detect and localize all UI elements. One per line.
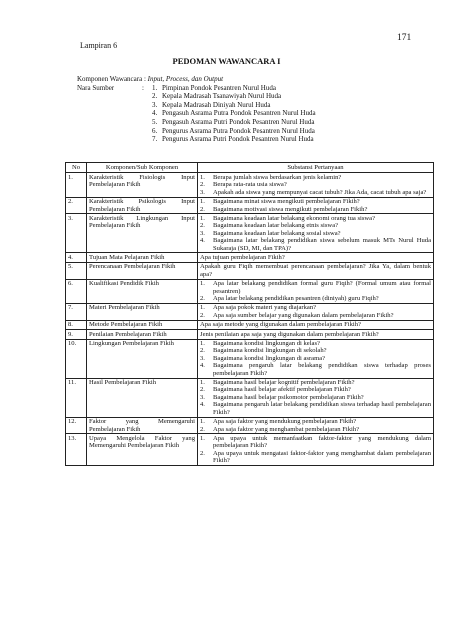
row-questions	[198, 197, 434, 214]
question-item	[200, 450, 431, 465]
interview-table	[65, 162, 434, 466]
row-number: 4.	[66, 253, 87, 262]
question-number: 2.	[200, 181, 205, 189]
row-component: Karakteristik Fisiologis Input Pembelajaran Fikih	[87, 173, 198, 197]
row-questions	[198, 434, 434, 466]
question-text: Bagaimana hasil belajar psikomotor pembelajaran Fikih?	[213, 393, 364, 401]
question-text: Bagaimana kondisi lingkungan di asrama?	[213, 354, 326, 362]
question-text: Apa saja faktor yang menghambat pembelajaran Fikih?	[213, 425, 360, 433]
row-component: Hasil Pembelajaran Fikih	[87, 378, 198, 417]
table-row	[66, 279, 434, 303]
question-item	[200, 394, 431, 401]
row-questions	[198, 214, 434, 253]
question-number: 3.	[200, 229, 205, 237]
document-title: PEDOMAN WAWANCARA I	[172, 56, 281, 66]
question-item	[200, 426, 431, 433]
question-text: Berapa jumlah siswa berdasarkan jenis kelamin?	[213, 173, 342, 181]
question-item	[200, 435, 431, 450]
question-number: 3.	[200, 354, 205, 362]
row-component: Kualifikasi Pendidik Fikih	[87, 279, 198, 303]
table-row	[66, 303, 434, 320]
row-number: 5.	[66, 262, 87, 279]
components-row	[77, 75, 316, 84]
question-number: 1.	[200, 379, 205, 387]
source-item	[77, 135, 316, 144]
question-item	[200, 295, 431, 302]
row-number: 8.	[66, 320, 87, 329]
row-questions	[198, 279, 434, 303]
row-questions	[198, 330, 434, 339]
components-label: Komponen Wawancara	[77, 75, 143, 83]
row-questions	[198, 339, 434, 378]
question-item	[200, 174, 431, 181]
row-number: 12.	[66, 417, 87, 434]
row-questions	[198, 303, 434, 320]
spacer	[77, 135, 142, 144]
question-number: 2.	[200, 295, 205, 302]
question-number: 1.	[200, 173, 205, 181]
table-row	[66, 378, 434, 417]
row-component: Metode Pembelajaran Fikih	[87, 320, 198, 329]
question-text: Apa latar belakang pendidikan formal guru Fiqih? (Formal umum atau formal pesantren)	[213, 280, 431, 295]
row-number: 11.	[66, 378, 87, 417]
source-number: 1.	[152, 83, 158, 92]
row-questions	[198, 173, 434, 197]
source-item	[77, 118, 316, 127]
row-questions	[198, 262, 434, 279]
question-number: 1.	[200, 418, 205, 426]
question-text: Bagaimana keadaan latar belakang ekonomi orang tua siswa?	[213, 214, 376, 222]
question-number: 2.	[200, 425, 205, 433]
row-component: Faktor yang Memengaruhi Pembelajaran Fikih	[87, 417, 198, 434]
row-number: 7.	[66, 303, 87, 320]
row-component: Karakteristik Lingkungan Input Pembelajaran Fikih	[87, 214, 198, 253]
appendix-label: Lampiran 6	[80, 41, 118, 50]
question-text: Apakah ada siswa yang mempunyai cacat tubuh? Jika Ada, cacat tubuh apa saja?	[213, 188, 427, 196]
spacer	[77, 92, 142, 101]
question-item	[200, 237, 431, 252]
header-component: Komponen/Sub Komponen	[87, 163, 198, 173]
header-no: No	[66, 163, 87, 173]
spacer	[77, 127, 142, 136]
question-number: 1.	[200, 198, 205, 206]
question-item	[200, 222, 431, 229]
row-component: Materi Pembelajaran Fikih	[87, 303, 198, 320]
table-row	[66, 320, 434, 329]
question-number: 2.	[200, 347, 205, 355]
source-number: 7.	[152, 135, 158, 144]
table-row	[66, 330, 434, 339]
row-questions	[198, 417, 434, 434]
question-item	[200, 379, 431, 386]
sources-list	[77, 84, 316, 144]
question-item	[200, 189, 431, 196]
page-number: 171	[397, 33, 412, 43]
question-number: 2.	[200, 311, 205, 319]
row-component: Karakteristik Psikologis Input Pembelajaran Fikih	[87, 197, 198, 214]
question-item	[200, 198, 431, 205]
question-text: Berapa rata-rata usia siswa?	[213, 181, 287, 189]
spacer	[142, 118, 152, 127]
question-item	[200, 418, 431, 425]
question-number: 1.	[200, 214, 205, 222]
question-item	[200, 362, 431, 377]
question-text: Apa saja faktor yang mendukung pembelajaran Fikih?	[213, 418, 357, 426]
row-component: Perencanaan Pembelajaran Fikih	[87, 262, 198, 279]
spacer	[142, 101, 152, 110]
question-item	[200, 347, 431, 354]
question-text: Apa upaya untuk mengatasi faktor-faktor yang menghambat dalam pembelajaran Fikih?	[213, 449, 431, 465]
sources-label: Nara Sumber	[77, 83, 115, 92]
table-row	[66, 173, 434, 197]
source-text: Pimpinan Pondok Pesantren Nurul Huda	[162, 83, 276, 92]
table-row	[66, 434, 434, 466]
question-item	[200, 215, 431, 222]
question-number: 3.	[200, 393, 205, 401]
question-number: 1.	[200, 304, 205, 312]
question-item	[200, 386, 431, 393]
question-text: Bagaimana hasil belajar afektif pembelajaran Fikih?	[213, 386, 351, 394]
question-text: Apa saja sumber belajar yang digunakan dalam pembelajaran Fikih?	[213, 311, 394, 319]
row-component: Upaya Mengelola Faktor yang Memengaruhi Pembelajaran Fikih	[87, 434, 198, 466]
question-text: Bagaimana keadaan latar belakang sosial siswa?	[213, 229, 341, 237]
spacer	[77, 101, 142, 110]
table-row	[66, 214, 434, 253]
question-item	[200, 355, 431, 362]
table-row	[66, 339, 434, 378]
source-text: Pengurus Asrama Putra Pondok Pesantren Nurul Huda	[162, 126, 315, 135]
table-header-row	[66, 163, 434, 173]
question-text: Bagaimana minat siswa mengikuti pembelajaran Fikih?	[213, 198, 360, 206]
row-number: 3.	[66, 214, 87, 253]
row-number: 2.	[66, 197, 87, 214]
source-number: 5.	[152, 117, 158, 126]
row-number: 6.	[66, 279, 87, 303]
question-item	[200, 401, 431, 416]
header-questions: Substansi Pertanyaan	[198, 163, 434, 173]
question-number: 2.	[200, 386, 205, 394]
table-row	[66, 197, 434, 214]
row-component: Tujuan Mata Pelajaran Fikih	[87, 253, 198, 262]
spacer	[77, 109, 142, 118]
source-number: 6.	[152, 126, 158, 135]
question-item	[200, 280, 431, 295]
question-item	[200, 312, 431, 319]
sources-separator: :	[142, 83, 144, 92]
question-text: Bagaimana kondisi lingkungan di sekolah?	[213, 347, 327, 355]
row-number: 9.	[66, 330, 87, 339]
question-number: 1.	[200, 280, 205, 288]
source-number: 2.	[152, 92, 158, 101]
question-text: Apa upaya untuk memanfaatkan faktor-faktor yang mendukung dalam pembelajaran Fikih?	[213, 434, 431, 450]
question-text: Bagaimana hasil belajar kognitif pembelajaran Fikih?	[213, 379, 355, 387]
question-text: Apa saja metode yang digunakan dalam pembelajaran Fikih?	[200, 321, 361, 329]
components-separator: :	[143, 75, 146, 83]
spacer	[77, 118, 142, 127]
source-text: Kepala Madrasah Diniyah Nurul Huda	[162, 100, 271, 109]
question-text: Bagaimana pengaruh latar belakang pendidikan siswa terhadap hasil pembelajaran Fikih?	[213, 401, 431, 416]
table-row	[66, 417, 434, 434]
row-questions	[198, 378, 434, 417]
question-text: Bagaimana motivasi siswa mengikuti pembelajaran Fikih?	[213, 205, 368, 213]
question-number: 3.	[200, 188, 205, 196]
source-item	[77, 127, 316, 136]
question-text: Jenis penilaian apa saja yang digunakan dalam pembelajaran Fikih?	[200, 330, 379, 338]
question-number: 2.	[200, 222, 205, 230]
question-number: 1.	[200, 340, 205, 348]
question-text: Apa saja pokok materi yang diajarkan?	[213, 304, 317, 312]
question-number: 2.	[200, 205, 205, 213]
question-number: 4.	[200, 362, 205, 370]
source-number: 4.	[152, 109, 158, 118]
spacer	[142, 127, 152, 136]
row-number: 10.	[66, 339, 87, 378]
row-number: 13.	[66, 434, 87, 466]
question-text: Apa tujuan pembelajaran Fikih?	[200, 253, 285, 261]
question-text: Apakah guru Fiqih memembuat perencanaan pembelajaran? Jika Ya, dalam bentuk apa?	[200, 263, 431, 278]
source-item	[77, 92, 316, 101]
source-item	[77, 109, 316, 118]
source-text: Kepala Madrasah Tsanawiyah Nurul Huda	[162, 92, 282, 101]
question-number: 2.	[200, 449, 205, 457]
question-text: Bagaimana pengaruh latar belakang pendidikan siswa terhadap proses pembelajaran Fikih?	[213, 362, 431, 377]
row-component: Penilaian Pembelajaran Fikih	[87, 330, 198, 339]
source-number: 3.	[152, 100, 158, 109]
question-text: Bagaimana keadaan latar belakang etnis siswa?	[213, 222, 339, 230]
question-text: Apa latar belakang pendidikan pesantren (diniyah) guru Fiqih?	[213, 295, 379, 302]
source-text: Pengasuh Asrama Putri Pondok Pesantren Nurul Huda	[162, 117, 315, 126]
question-text: Bagaimana kondisi lingkungan di kelas?	[213, 340, 320, 348]
question-item	[200, 340, 431, 347]
question-item	[200, 181, 431, 188]
question-item	[200, 230, 431, 237]
question-number: 4.	[200, 401, 205, 409]
question-item	[200, 304, 431, 311]
spacer	[142, 92, 152, 101]
question-number: 4.	[200, 237, 205, 245]
question-number: 1.	[200, 434, 205, 442]
table-row	[66, 253, 434, 262]
row-questions	[198, 320, 434, 329]
interview-meta	[77, 75, 316, 144]
row-number: 1.	[66, 173, 87, 197]
source-item	[77, 101, 316, 110]
row-questions	[198, 253, 434, 262]
row-component: Lingkungan Pembelajaran Fikih	[87, 339, 198, 378]
spacer	[142, 135, 152, 144]
table-body	[66, 173, 434, 466]
source-text: Pengurus Asrama Putri Pondok Pesantren Nurul Huda	[162, 135, 314, 144]
source-text: Pengasuh Asrama Putra Pondok Pesantren Nurul Huda	[162, 109, 316, 118]
source-item	[77, 84, 316, 93]
question-text: Bagaimana latar belakang pendidikan siswa sebelum masuk MTs Nurul Huda Sukaraja (SD, MI, dan TPA)?	[213, 237, 431, 252]
components-value: Input, Process, dan Output	[147, 75, 224, 83]
table-row	[66, 262, 434, 279]
spacer	[142, 109, 152, 118]
question-item	[200, 206, 431, 213]
